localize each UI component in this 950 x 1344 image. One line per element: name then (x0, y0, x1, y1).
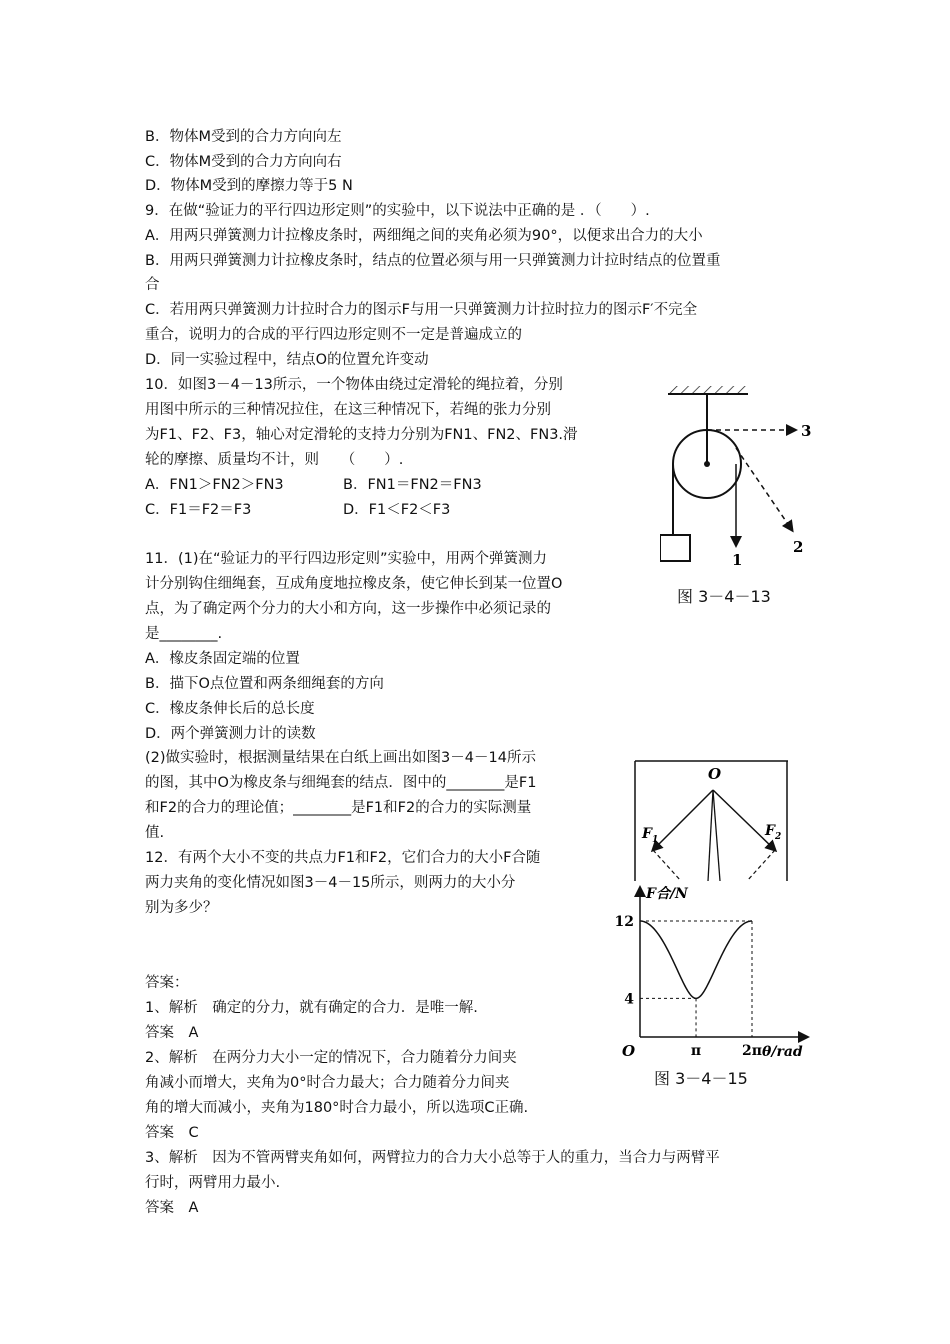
answer-2-result: 答案 C (145, 1125, 199, 1141)
ceiling-hatch (668, 386, 748, 394)
figure-3-4-13-caption: 图 3－4－13 (677, 587, 771, 606)
q8-option-b: B．物体M受到的合力方向向左 (145, 129, 342, 145)
q10-stem-line4: 轮的摩擦、质量均不计，则 （ ）. (145, 452, 404, 468)
q10-option-b: B．FN1＝FN2＝FN3 (343, 477, 482, 493)
q11-option-c: C．橡皮条伸长后的总长度 (145, 701, 315, 717)
x-axis-label: θ/rad (762, 1044, 803, 1060)
resultant-force-chart (612, 880, 812, 1060)
y-axis-label: F合/N (646, 886, 688, 902)
x-tick-pi: π (690, 1043, 702, 1059)
answers-header: 答案： (145, 975, 189, 991)
q10-stem-line1: 10．如图3－4－13所示，一个物体由绕过定滑轮的绳拉着，分别 (145, 377, 563, 393)
q11-stem-line1: 11．(1)在“验证力的平行四边形定则”实验中，用两个弹簧测力 (145, 551, 548, 567)
label-3: 3 (801, 422, 812, 440)
q11-option-b: B．描下O点位置和两条细绳套的方向 (145, 676, 384, 692)
q11-part2-line3: 和F2的合力的理论值；________是F1和F2的合力的实际测量 (145, 800, 532, 816)
y-tick-12: 12 (614, 914, 634, 930)
resultant-line-2 (713, 790, 720, 881)
q9-option-a: A．用两只弹簧测力计拉橡皮条时，两细绳之间的夹角必须为90°，以便求出合力的大小 (145, 228, 703, 244)
q9-option-c-line2: 重合，说明力的合成的平行四边形定则不一定是普遍成立的 (145, 327, 522, 343)
q9-option-c-line1: C．若用两只弹簧测力计拉时合力的图示F与用一只弹簧测力计拉时拉力的图示F′不完全 (145, 302, 698, 318)
resultant-curve (640, 921, 752, 998)
q12-stem-line2: 两力夹角的变化情况如图3－4－15所示，则两力的大小分 (145, 875, 516, 891)
q11-part2-line4: 值. (145, 825, 165, 841)
q11-stem-line3: 点，为了确定两个分力的大小和方向，这一步操作中必须记录的 (145, 601, 551, 617)
force-f2-arrow (713, 790, 775, 850)
q11-part2-line1: (2)做实验时，根据测量结果在白纸上画出如图3－4－14所示 (145, 750, 536, 766)
q8-option-c: C．物体M受到的合力方向向右 (145, 154, 342, 170)
label-f1: $F_1$ (642, 826, 659, 845)
label-o: O (708, 765, 722, 783)
figure-3-4-15-caption: 图 3－4－15 (654, 1069, 748, 1088)
label-1: 1 (732, 551, 743, 569)
q11-stem-line4: 是________. (145, 626, 223, 642)
answer-2-line1: 2、解析 在两分力大小一定的情况下，合力随着分力间夹 (145, 1050, 517, 1066)
y-tick-4: 4 (624, 991, 634, 1008)
q10-option-a: A．FN1＞FN2＞FN3 (145, 477, 284, 493)
pulley-axle (704, 461, 710, 467)
label-f2: $F_2$ (765, 823, 782, 842)
q12-stem-line1: 12．有两个大小不变的共点力F1和F2，它们合力的大小F合随 (145, 850, 541, 866)
q10-stem-line2: 用图中所示的三种情况拉住，在这三种情况下，若绳的张力分别 (145, 402, 551, 418)
label-2: 2 (793, 538, 804, 556)
q11-option-a: A．橡皮条固定端的位置 (145, 651, 300, 667)
q9-stem: 9．在做“验证力的平行四边形定则”的实验中，以下说法中正确的是 ．（ ）. (145, 203, 650, 219)
q11-stem-line2: 计分别钩住细绳套，互成角度地拉橡皮条，使它伸长到某一位置O (145, 576, 563, 592)
q10-stem-line3: 为F1、F2、F3，轴心对定滑轮的支持力分别为FN1、FN2、FN3.滑 (145, 427, 578, 443)
answer-1-result: 答案 A (145, 1025, 199, 1041)
q8-option-d: D．物体M受到的摩擦力等于5 N (145, 178, 353, 194)
q11-option-d: D．两个弹簧测力计的读数 (145, 726, 316, 742)
answer-2-line3: 角的增大而减小，夹角为180°时合力最小，所以选项C正确. (145, 1100, 529, 1116)
pulley-figure (660, 380, 820, 575)
q11-part2-line2: 的图，其中O为橡皮条与细绳套的结点．图中的________是F1 (145, 775, 537, 791)
force-f1-arrow (653, 790, 713, 850)
x-tick-2pi: 2π (742, 1043, 762, 1059)
resultant-line-1 (708, 790, 713, 881)
answer-3-line2: 行时，两臂用力最小. (145, 1175, 281, 1191)
pull-direction-2 (736, 448, 792, 530)
answer-3-line1: 3、解析 因为不管两臂夹角如何，两臂拉力的合力大小总等于人的重力，当合力与两臂平 (145, 1150, 720, 1166)
answer-3-result: 答案 A (145, 1200, 199, 1216)
parallelogram-dash-left (653, 850, 681, 881)
force-diagram-figure (634, 760, 789, 882)
q9-option-b-line2: 合 (145, 277, 160, 293)
answer-2-line2: 角减小而增大，夹角为0°时合力最大；合力随着分力间夹 (145, 1075, 510, 1091)
hanging-mass (660, 535, 690, 561)
q10-option-d: D．F1＜F2＜F3 (343, 502, 451, 518)
q9-option-b-line1: B．用两只弹簧测力计拉橡皮条时，结点的位置必须与用一只弹簧测力计拉时结点的位置重 (145, 253, 721, 269)
q10-option-c: C．F1＝F2＝F3 (145, 502, 252, 518)
origin-label: O (622, 1042, 636, 1060)
q9-option-d: D．同一实验过程中，结点O的位置允许变动 (145, 352, 429, 368)
parallelogram-dash-right (747, 850, 775, 881)
q12-stem-line3: 别为多少？ (145, 900, 218, 916)
answer-1-explanation: 1、解析 确定的分力，就有确定的合力．是唯一解. (145, 1000, 478, 1016)
